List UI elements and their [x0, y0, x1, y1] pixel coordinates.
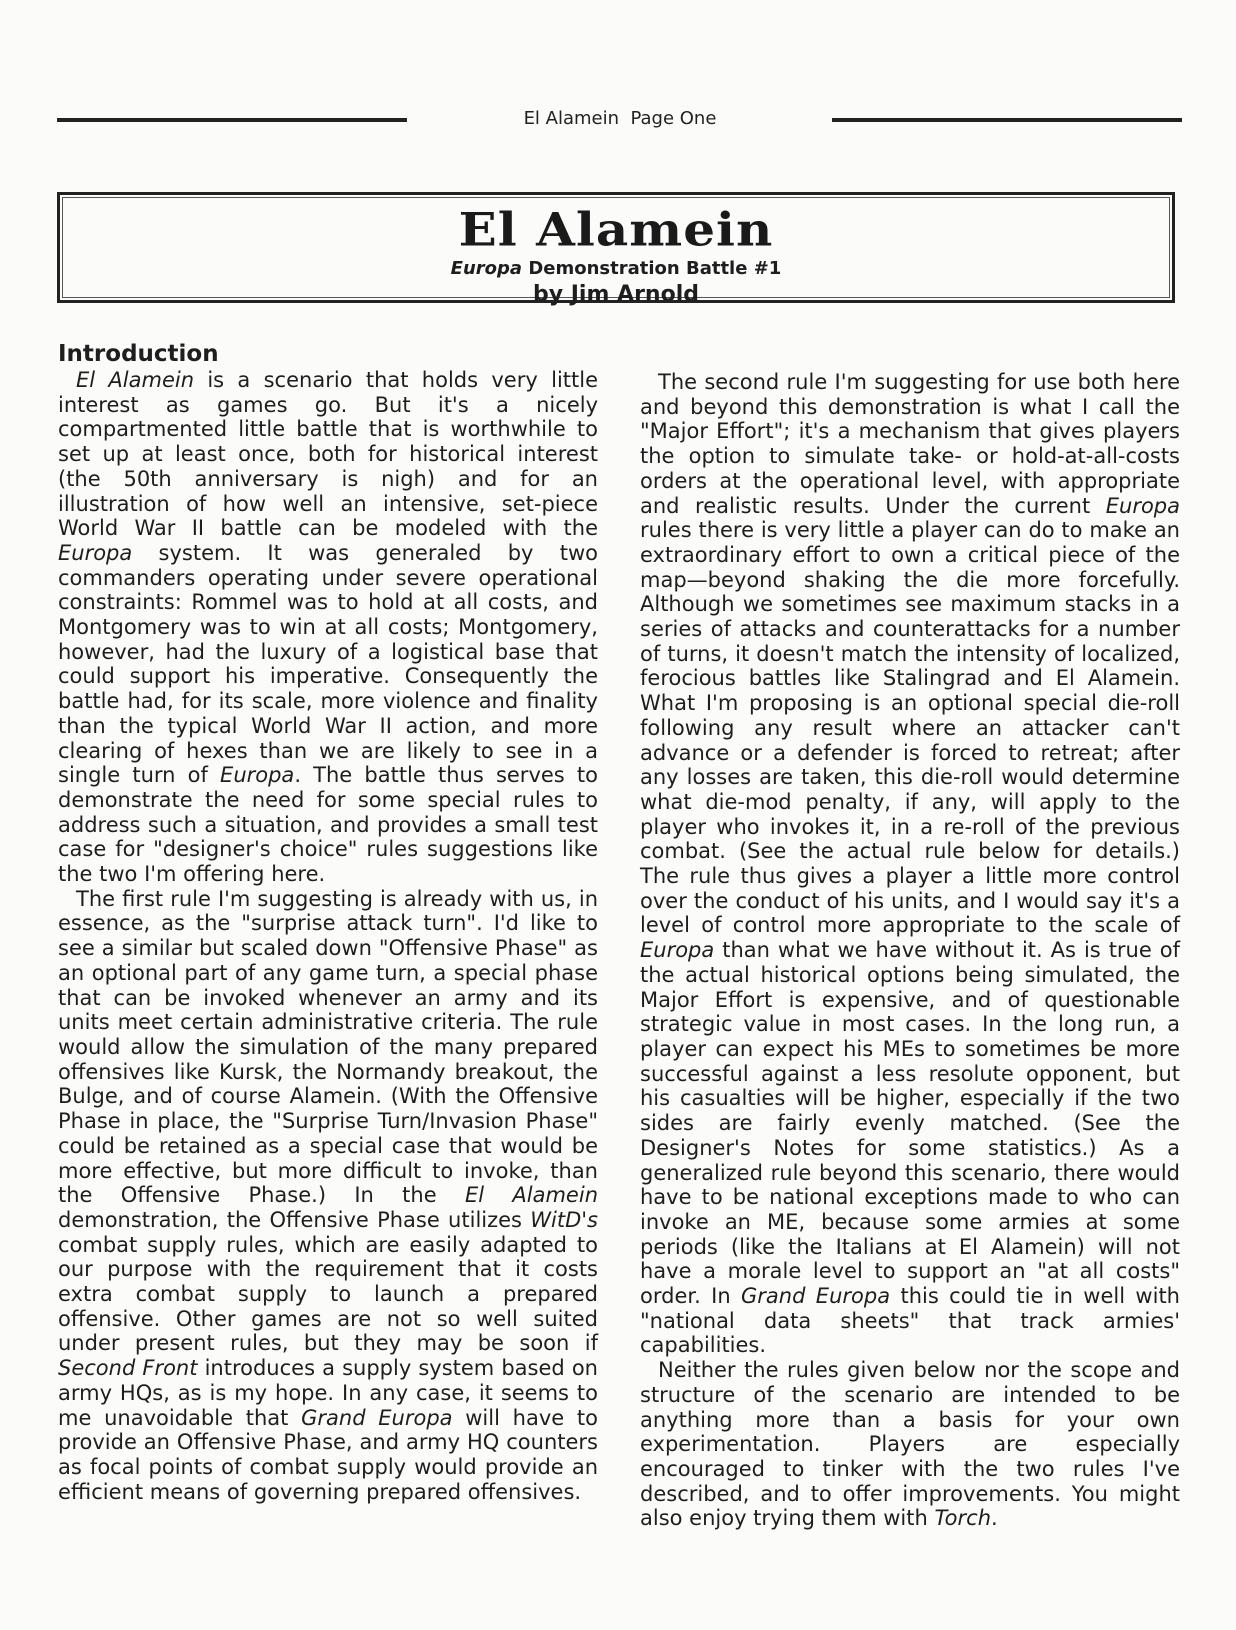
paragraph: [58, 368, 598, 887]
subtitle-italic: Europa: [450, 258, 523, 279]
body-text: demonstration, the Offensive Phase utilizes: [58, 1207, 531, 1232]
italic-text: Grand Europa: [741, 1284, 891, 1309]
body-text: will have to provide an Offensive Phase, and army HQ counters as focal points of combat supply would provide an efficient means of governing prepared offensives.: [58, 1405, 598, 1504]
article-title: El Alamein: [458, 202, 774, 257]
title-block: [57, 192, 1175, 307]
paragraph: [640, 1358, 1180, 1531]
left-column: [58, 340, 598, 1504]
italic-text: Europa: [58, 540, 133, 565]
paragraph: [640, 370, 1180, 1358]
italic-text: Second Front: [58, 1356, 198, 1381]
running-header: [0, 108, 1236, 148]
right-column: [640, 370, 1180, 1531]
italic-text: Europa: [220, 763, 295, 788]
body-text: system. It was generaled by two commanders operating under severe operational constraints: Rommel was to hold at all costs, and Montgomery was to win at all costs; Montgomery, however, had the luxury of a logistical base that could support his imperative. Consequently the battle had, for its scale, more violence and finality than the typical World War II action, and more clearing of hexes than we are likely to see in a single turn of: [58, 540, 598, 788]
body-text: than what we have without it. As is true of the actual historical options being simulated, the Major Effort is expensive, and of questionable strategic value in most cases. In the long run, a player can expect his MEs to sometimes be more successful against a less resolute opponent, but his casualties will be higher, especially if the two sides are fairly evenly matched. (See the Designer's Notes for some statistics.) As a generalized rule beyond this scenario, there would have to be national exceptions made to who can invoke an ME, because some armies at some periods (like the Italians at El Alamein) will not have a morale level to support an "at all costs" order. In: [640, 938, 1180, 1309]
body-text: . The battle thus serves to demonstrate the need for some special rules to address such a situation, and provides a small test case for "designer's choice" rules suggestions like the two I'm offering here.: [58, 763, 598, 887]
body-text: The first rule I'm suggesting is already with us, in essence, as the "surprise attack turn". I'd like to see a similar but scaled down "Offensive Phase" as an optional part of any game turn, a special phase that can be invoked whenever an army and its units meet certain administrative criteria. The rule would allow the simulation of the many prepared offensives like Kursk, the Normandy breakout, the Bulge, and of course Alamein. (With the Offensive Phase in place, the "Surprise Turn/Invasion Phase" could be retained as a special case that would be more effective, but more difficult to invoke, than the Offensive Phase.) In the: [58, 886, 598, 1208]
article-byline: by Jim Arnold: [533, 282, 699, 307]
italic-text: El Alamein: [464, 1183, 599, 1208]
italic-text: El Alamein: [76, 368, 195, 392]
subtitle-rest: Demonstration Battle #1: [522, 258, 782, 279]
paragraph: [58, 887, 598, 1505]
section-heading: Introduction: [58, 341, 219, 367]
header-rule-left: [57, 118, 407, 122]
body-text: rules there is very little a player can do to make an extraordinary effort to own a critical piece of the map—beyond shaking the die more forcefully. Although we sometimes see maximum stacks in a series of attacks and counterattacks for a number of turns, it doesn't match the intensity of localized, ferocious battles like Stalingrad and El Alamein. What I'm proposing is an optional special die-roll following any result where an attacker can't advance or a defender is forced to retreat; after any losses are taken, this die-roll would determine what die-mod penalty, if any, will apply to the player who invokes it, in a re-roll of the previous combat. (See the actual rule below for details.) The rule thus gives a player a little more control over the conduct of his units, and I would say it's a level of control more appropriate to the scale of: [640, 518, 1180, 938]
body-text: introduces a supply system based on army HQs, as is my hope. In any case, it seems to me unavoidable that: [58, 1356, 598, 1430]
italic-text: WitD's: [530, 1207, 598, 1232]
article-subtitle: [60, 258, 1172, 280]
header-rule-right: [832, 118, 1182, 122]
body-text: this could tie in well with "national data sheets" that track armies' capabilities.: [640, 1284, 1180, 1358]
body-text: .: [991, 1506, 998, 1531]
body-text: is a scenario that holds very little interest as games go. But it's a nicely compartmented little battle that is worthwhile to set up at least once, both for historical interest (the 50th anniversary is nigh) and for an illustration of how well an intensive, set-piece World War II battle can be modeled with the: [58, 368, 598, 541]
italic-text: Europa: [640, 938, 715, 963]
italic-text: Grand Europa: [301, 1405, 453, 1430]
body-text: The second rule I'm suggesting for use both here and beyond this demonstration is what I call the "Major Effort"; it's a mechanism that gives players the option to simulate take- or hold-at-all-costs orders at the operational level, with appropriate and realistic results. Under the current: [640, 370, 1180, 518]
body-text: Neither the rules given below nor the scope and structure of the scenario are intended to be anything more than a basis for your own experimentation. Players are especially encouraged to tinker with the two rules I've described, and to offer improvements. You might also enjoy trying them with: [640, 1358, 1180, 1531]
italic-text: Europa: [1105, 493, 1180, 518]
italic-text: Torch: [934, 1506, 992, 1531]
body-text: combat supply rules, which are easily adapted to our purpose with the requirement that it costs extra combat supply to launch a prepared offensive. Other games are not so well suited under present rules, but they may be soon if: [58, 1232, 598, 1356]
running-title: El Alamein Page One: [523, 108, 717, 129]
